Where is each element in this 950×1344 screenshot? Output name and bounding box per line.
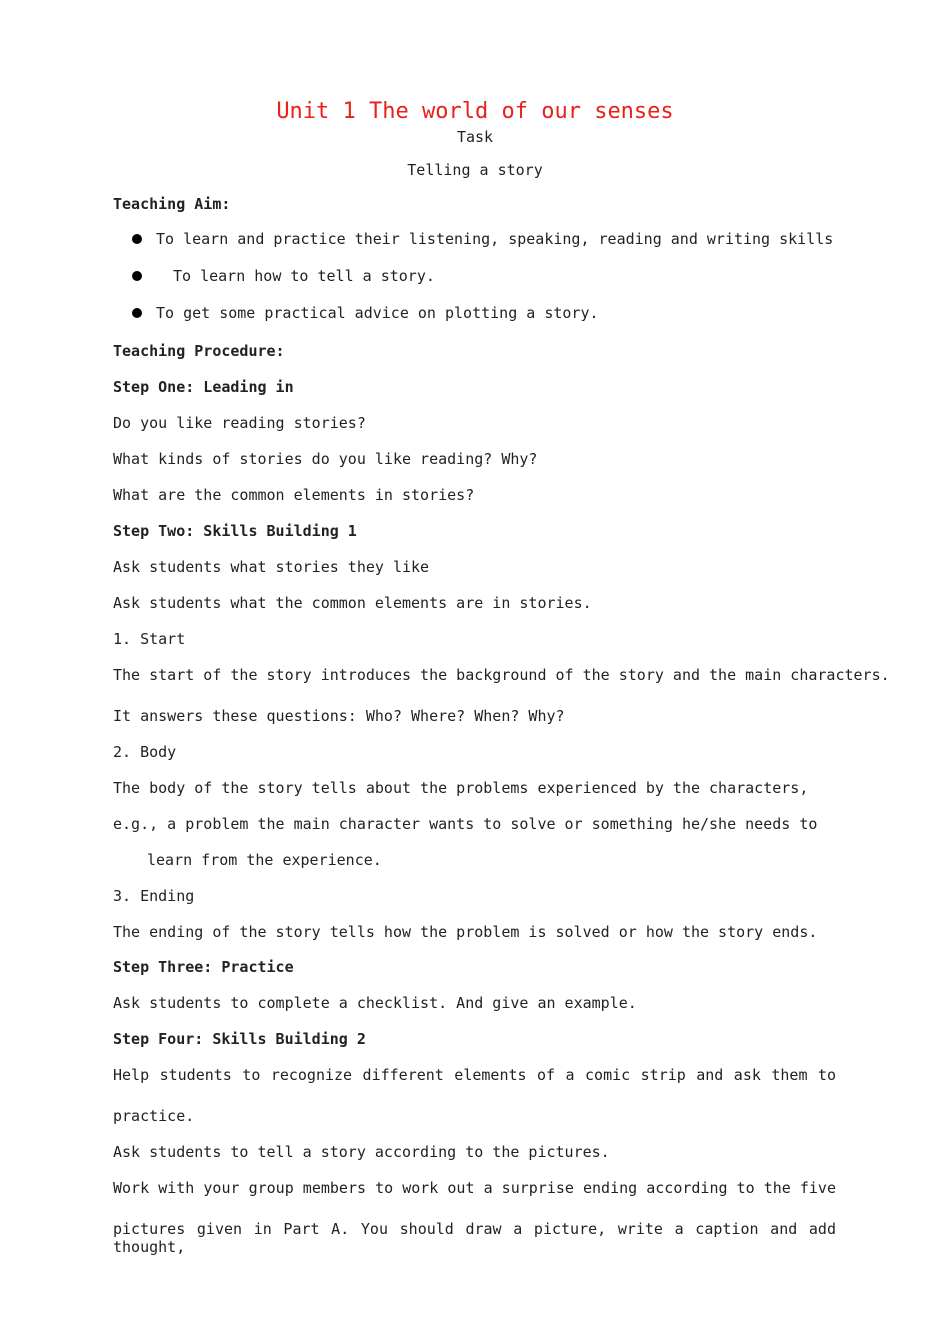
teaching-procedure-heading: Teaching Procedure: [113, 342, 285, 360]
step-four-line-2: practice. [113, 1107, 195, 1125]
aim-bullet-3: To get some practical advice on plotting a story. [156, 304, 599, 322]
step-four-line-5: pictures given in Part A. You should draw a picture, write a caption and add thought, [113, 1220, 836, 1256]
step-two-line-2: Ask students what the common elements are in stories. [113, 594, 592, 612]
bullet-icon [132, 271, 142, 281]
step-two-item-start: 1. Start [113, 630, 186, 648]
step-four-line-4: Work with your group members to work out a surprise ending according to the five [113, 1179, 836, 1197]
step-two-line-11: The ending of the story tells how the problem is solved or how the story ends. [113, 923, 818, 941]
step-one-line-1: Do you like reading stories? [113, 414, 366, 432]
step-two-line-1: Ask students what stories they like [113, 558, 430, 576]
step-two-item-ending: 3. Ending [113, 887, 195, 905]
step-one-line-2: What kinds of stories do you like reading? Why? [113, 450, 538, 468]
step-four-line-3: Ask students to tell a story according to the pictures. [113, 1143, 610, 1161]
step-two-line-5: It answers these questions: Who? Where? When? Why? [113, 707, 565, 725]
aim-bullet-2: To learn how to tell a story. [173, 267, 435, 285]
step-four-heading: Step Four: Skills Building 2 [113, 1030, 366, 1048]
step-one-heading: Step One: Leading in [113, 378, 294, 396]
step-two-line-8: e.g., a problem the main character wants to solve or something he/she needs to [113, 815, 818, 833]
step-three-heading: Step Three: Practice [113, 958, 294, 976]
section-subheading: Telling a story [407, 161, 543, 179]
step-two-heading: Step Two: Skills Building 1 [113, 522, 357, 540]
bullet-icon [132, 234, 142, 244]
step-two-line-4: The start of the story introduces the background of the story and the main characters. [113, 666, 890, 684]
step-two-line-9: learn from the experience. [147, 851, 382, 869]
step-four-line-1: Help students to recognize different elements of a comic strip and ask them to [113, 1066, 836, 1084]
step-one-line-3: What are the common elements in stories? [113, 486, 475, 504]
step-two-item-body: 2. Body [113, 743, 177, 761]
step-two-line-7: The body of the story tells about the problems experienced by the characters, [113, 779, 809, 797]
document-subtitle: Task [456, 128, 494, 146]
teaching-aim-heading: Teaching Aim: [113, 195, 231, 213]
aim-bullet-1: To learn and practice their listening, speaking, reading and writing skills [156, 230, 834, 248]
bullet-icon [132, 308, 142, 318]
step-three-line-1: Ask students to complete a checklist. And give an example. [113, 994, 637, 1012]
document-title: Unit 1 The world of our senses [276, 99, 674, 124]
